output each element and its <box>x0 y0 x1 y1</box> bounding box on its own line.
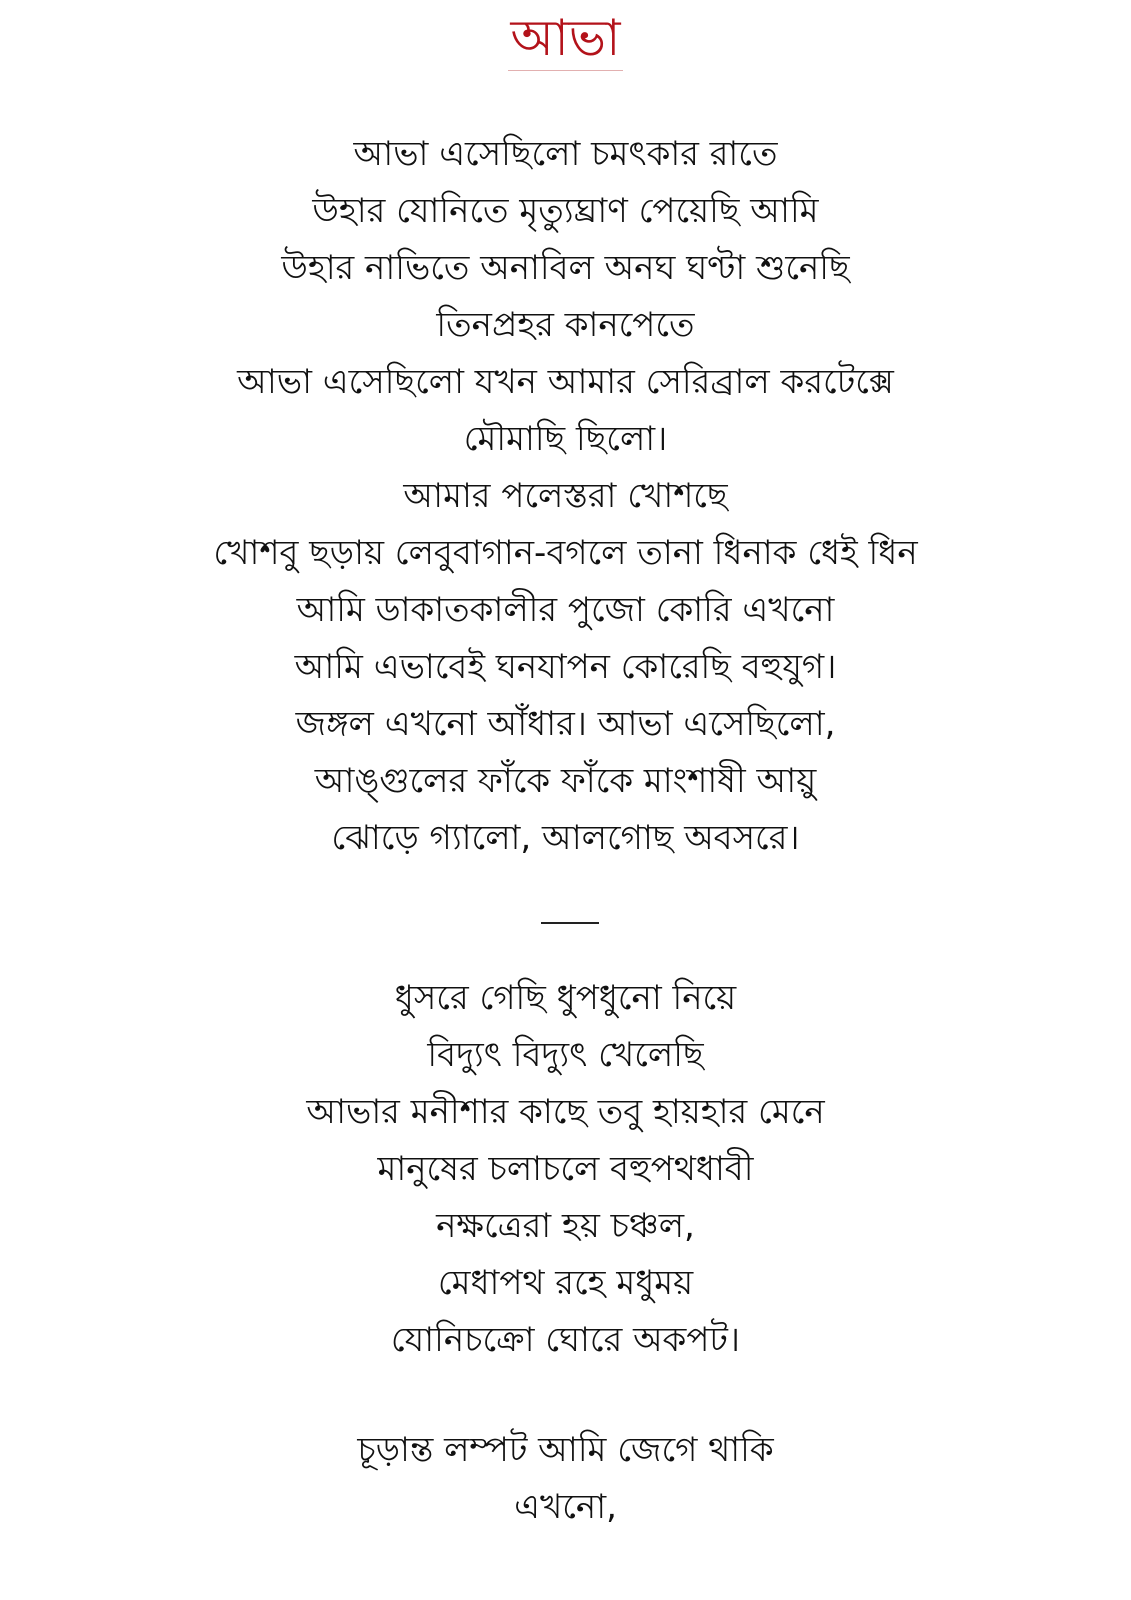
poem-line: আভার মনীশার কাছে তবু হায়হার মেনে <box>306 1092 825 1132</box>
poem-line: নক্ষত্রেরা হয় চঞ্চল, <box>436 1206 695 1246</box>
poem-line: উহার যোনিতে মৃত্যুঘ্রাণ পেয়েছি আমি <box>312 191 819 231</box>
poem-line: ঝোড়ে গ্যালো, আলগোছ অবসরে। <box>331 818 800 858</box>
poem-line: আঙ্গুলের ফাঁকে ফাঁকে মাংশাষী আয়ু <box>314 761 817 801</box>
poem-line: আভা এসেছিলো যখন আমার সেরিব্রাল করটেক্সে <box>237 362 894 402</box>
poem-line: যোনিচক্রো ঘোরে অকপট। <box>390 1320 741 1360</box>
stanza-2 <box>0 970 1131 1369</box>
poem-title: আভা <box>508 8 622 71</box>
title-container <box>0 8 1131 71</box>
poem-line: মানুষের চলাচলে বহুপথধাবী <box>377 1149 754 1189</box>
poem-line: উহার নাভিতে অনাবিল অনঘ ঘণ্টা শুনেছি <box>281 248 850 288</box>
poem-line: তিনপ্রহর কানপেতে <box>436 305 695 345</box>
poem-line: খোশবু ছড়ায় লেবুবাগান-বগলে তানা ধিনাক ধেই ধিন <box>213 533 918 573</box>
stanza-1 <box>0 126 1131 867</box>
poem-line: বিদ্যুৎ বিদ্যুৎ খেলেছি <box>427 1035 704 1075</box>
poem-line: আভা এসেছিলো চমৎকার রাতে <box>353 134 778 174</box>
poem-line: চূড়ান্ত লম্পট আমি জেগে থাকি <box>357 1430 774 1470</box>
poem-line: জঙ্গল এখনো আঁধার। আভা এসেছিলো, <box>295 704 836 744</box>
stanza-3 <box>0 1422 1131 1536</box>
poem-line: ধুসরে গেছি ধুপধুনো নিয়ে <box>394 978 737 1018</box>
section-divider <box>541 922 599 924</box>
poem-line: আমি এভাবেই ঘনযাপন কোরেছি বহুযুগ। <box>294 647 837 687</box>
poem-line: আমার পলেস্তরা খোশছে <box>403 476 728 516</box>
poem-line: এখনো, <box>514 1487 617 1527</box>
poem-line: মৌমাছি ছিলো। <box>463 419 668 459</box>
poem-line: মেধাপথ রহে মধুময় <box>437 1263 694 1303</box>
poem-line: আমি ডাকাতকালীর পুজো কোরি এখনো <box>296 590 835 630</box>
